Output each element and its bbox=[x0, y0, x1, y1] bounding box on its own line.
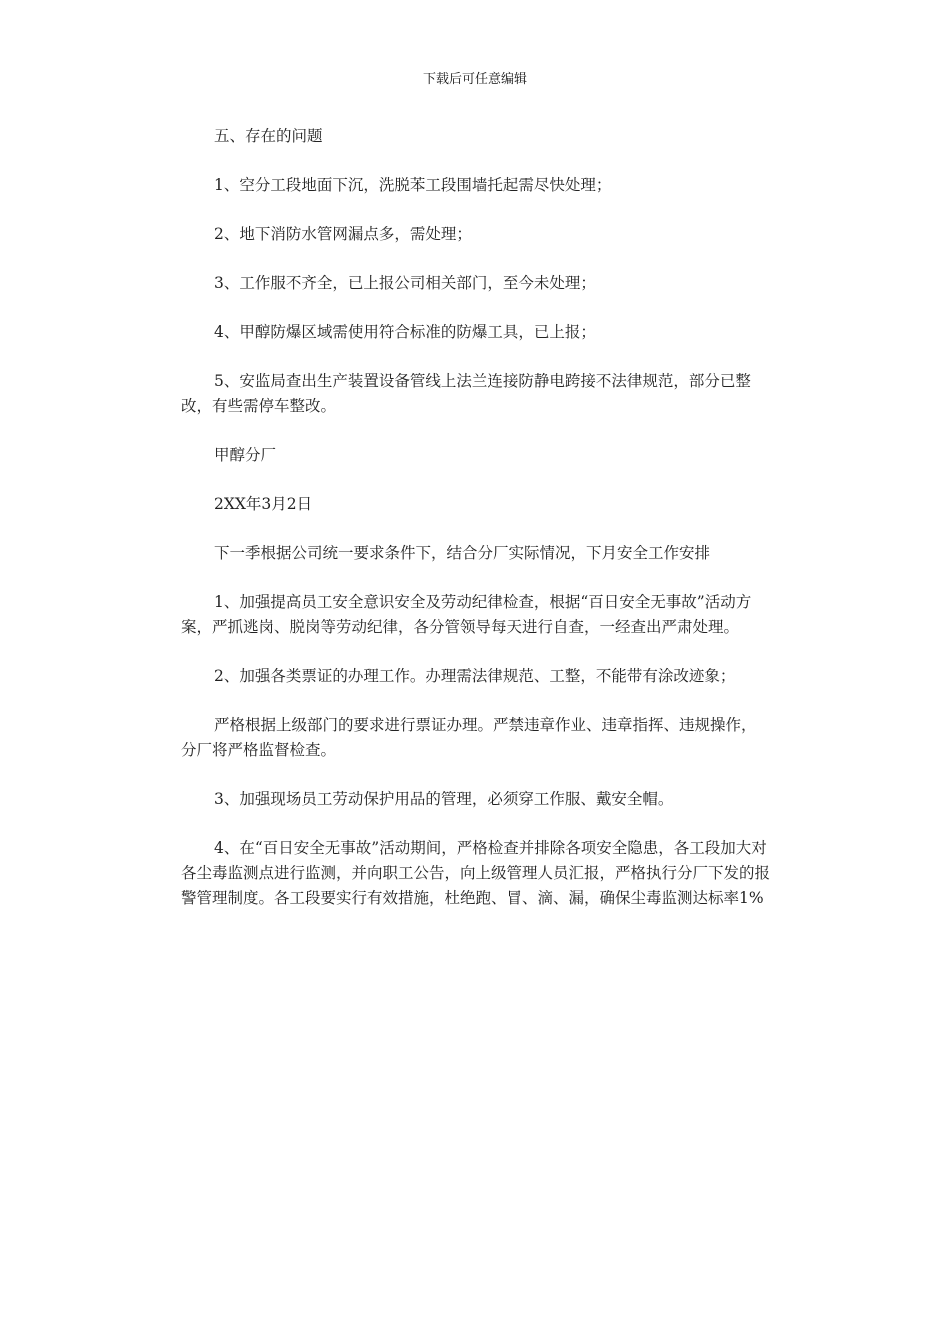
signature-department: 甲醇分厂 bbox=[214, 446, 277, 464]
plan-item-2: 2、加强各类票证的办理工作。办理需法律规范、工整，不能带有涂改迹象； bbox=[214, 667, 736, 685]
problem-item-2: 2、地下消防水管网漏点多，需处理； bbox=[214, 225, 472, 243]
plan-item-2-continued: 严格根据上级部门的要求进行票证办理。严禁违章作业、违章指挥、违规操作，分厂将严格监督检查。 bbox=[181, 716, 757, 759]
section-heading: 五、存在的问题 bbox=[214, 127, 323, 145]
plan-item-1: 1、加强提高员工安全意识安全及劳动纪律检查，根据“百日安全无事故”活动方案，严抓逃岗、脱岗等劳动纪律，各分管领导每天进行自查，一经查出严肃处理。 bbox=[181, 593, 752, 636]
plan-item-4: 4、在“百日安全无事故”活动期间，严格检查并排除各项安全隐患，各工段加大对各尘毒监测点进行监测，并向职工公告，向上级管理人员汇报，严格执行分厂下发的报警管理制度。各工段要实行有效措施，杜绝跑、冒、滴、漏，确保尘毒监测达标率1% bbox=[181, 839, 771, 907]
document-body bbox=[181, 124, 771, 935]
problem-item-3: 3、工作服不齐全，已上报公司相关部门，至今未处理； bbox=[214, 274, 596, 292]
signature-date: 2XX年3月2日 bbox=[214, 495, 313, 513]
plan-intro: 下一季根据公司统一要求条件下，结合分厂实际情况，下月安全工作安排 bbox=[214, 544, 711, 562]
page-header: 下载后可任意编辑 bbox=[422, 72, 527, 87]
problem-item-4: 4、甲醇防爆区域需使用符合标准的防爆工具，已上报； bbox=[214, 323, 596, 341]
problem-item-5: 5、安监局查出生产装置设备管线上法兰连接防静电跨接不法律规范，部分已整改，有些需停车整改。 bbox=[181, 372, 751, 415]
plan-item-3: 3、加强现场员工劳动保护用品的管理，必须穿工作服、戴安全帽。 bbox=[214, 790, 674, 808]
problem-item-1: 1、空分工段地面下沉，洗脱苯工段围墙托起需尽快处理； bbox=[214, 176, 612, 194]
